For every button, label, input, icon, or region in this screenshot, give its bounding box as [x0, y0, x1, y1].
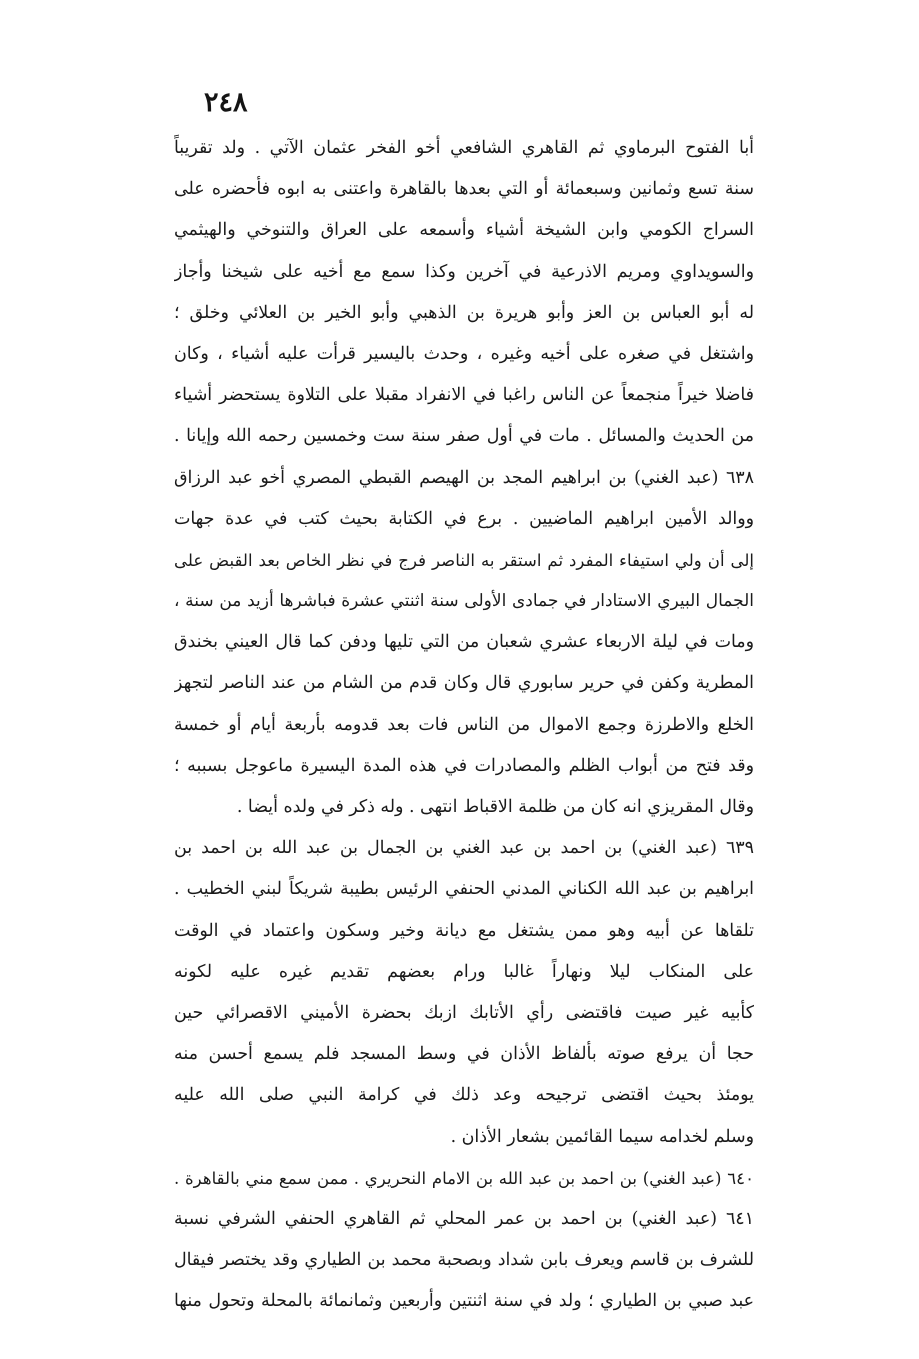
- text-line: على المنكاب ليلا ونهاراً غالبا ورام بعضهم تقديم غيره عليه لكونه: [174, 961, 754, 982]
- page-number: ٢٤٨: [204, 87, 248, 118]
- text-line: له أبو العباس بن العز وأبو هريرة بن الذهبي وأبو الخير بن العلائي وخلق ؛: [174, 302, 754, 323]
- text-line: للشرف بن قاسم ويعرف بابن شداد وبصحبة محمد بن الطياري وقد يختصر فيقال: [174, 1250, 754, 1271]
- text-line: تلقاها عن أبيه وهو ممن يشتغل مع ديانة وخير وسكون واعتماد في الوقت: [174, 920, 754, 941]
- text-line: يومئذ بحيث اقتضى ترجيحه وعد ذلك في كرامة النبي صلى الله عليه: [174, 1085, 754, 1106]
- text-line: والسويداوي ومريم الاذرعية في آخرين وكذا سمع مع أخيه على شيخنا وأجاز: [174, 261, 754, 282]
- text-line: السراج الكومي وابن الشيخة أشياء وأسمعه على العراق والتنوخي والهيثمي: [174, 220, 754, 241]
- text-line: من الحديث والمسائل . مات في أول صفر سنة ست وخمسين رحمه الله وإيانا .: [174, 426, 754, 447]
- text-line: إلى أن ولي استيفاء المفرد ثم استقر به الناصر فرج في نظر الخاص بعد القبض على: [174, 550, 754, 570]
- text-line: أبا الفتوح البرماوي ثم القاهري الشافعي أخو الفخر عثمان الآتي . ولد تقريباً: [174, 138, 754, 158]
- text-line: ابراهيم بن عبد الله الكناني المدني الحنفي الرئيس بطيبة شريكاً لبني الخطيب .: [174, 879, 754, 900]
- text-line: فاضلا خيراً منجمعاً عن الناس راغبا في الانفراد مقبلا على التلاوة يستحضر أشياء: [174, 385, 754, 406]
- text-line: واشتغل في صغره على أخيه وغيره ، وحدث باليسير قرأت عليه أشياء ، وكان: [174, 343, 754, 364]
- text-line: عبد صبي بن الطياري ؛ ولد في سنة اثنتين وأربعين وثمانمائة بالمحلة وتحول منها: [174, 1291, 754, 1312]
- entry-641-start: ٦٤١ (عبد الغني) بن احمد بن عمر المحلي ثم القاهري الحنفي الشرفي نسبة: [174, 1208, 754, 1229]
- text-line: ووالد الأمين ابراهيم الماضيين . برع في الكتابة بحيث كتب في عدة جهات: [174, 508, 754, 529]
- text-line: الخلع والاطرزة وجمع الاموال من الناس فات بعد قدومه بأربعة أيام أو خمسة: [174, 714, 754, 735]
- entry-640: ٦٤٠ (عبد الغني) بن احمد بن عبد الله بن الامام النحريري . ممن سمع مني بالقاهرة .: [174, 1168, 754, 1188]
- text-line: المطرية وكفن في حرير سابوري قال وكان قدم من الشام من عند الناصر لتجهز: [174, 673, 754, 694]
- text-line: ومات في ليلة الاربعاء عشري شعبان من التي تليها ودفن كما قال العيني بخندق: [174, 632, 754, 653]
- entry-638-start: ٦٣٨ (عبد الغني) بن ابراهيم المجد بن الهيصم القبطي المصري أخو عبد الرزاق: [174, 467, 754, 488]
- text-line: حجا أن يرفع صوته بألفاظ الأذان في وسط المسجد فلم يسمع أحسن منه: [174, 1044, 754, 1065]
- entry-639-start: ٦٣٩ (عبد الغني) بن احمد بن عبد الغني بن الجمال بن عبد الله بن احمد بن: [174, 838, 754, 859]
- text-line: الجمال البيري الاستادار في جمادى الأولى سنة اثنتي عشرة فباشرها أزيد من سنة ،: [174, 591, 754, 612]
- body-text: [174, 128, 754, 1322]
- text-line: سنة تسع وثمانين وسبعمائة أو التي بعدها بالقاهرة واعتنى به ابوه فأحضره على: [174, 179, 754, 200]
- text-line: كأبيه غير صيت فاقتضى رأي الأتابك ازبك بحضرة الأميني الاقصرائي حين: [174, 1002, 754, 1023]
- text-line: وقد فتح من أبواب الظلم والمصادرات في هذه المدة اليسيرة ماعوجل بسببه ؛: [174, 755, 754, 776]
- text-line: وسلم لخدامه سيما القائمين بشعار الأذان .: [450, 1126, 754, 1147]
- text-line: وقال المقريزي انه كان من ظلمة الاقباط انتهى . وله ذكر في ولده أيضا .: [236, 797, 754, 817]
